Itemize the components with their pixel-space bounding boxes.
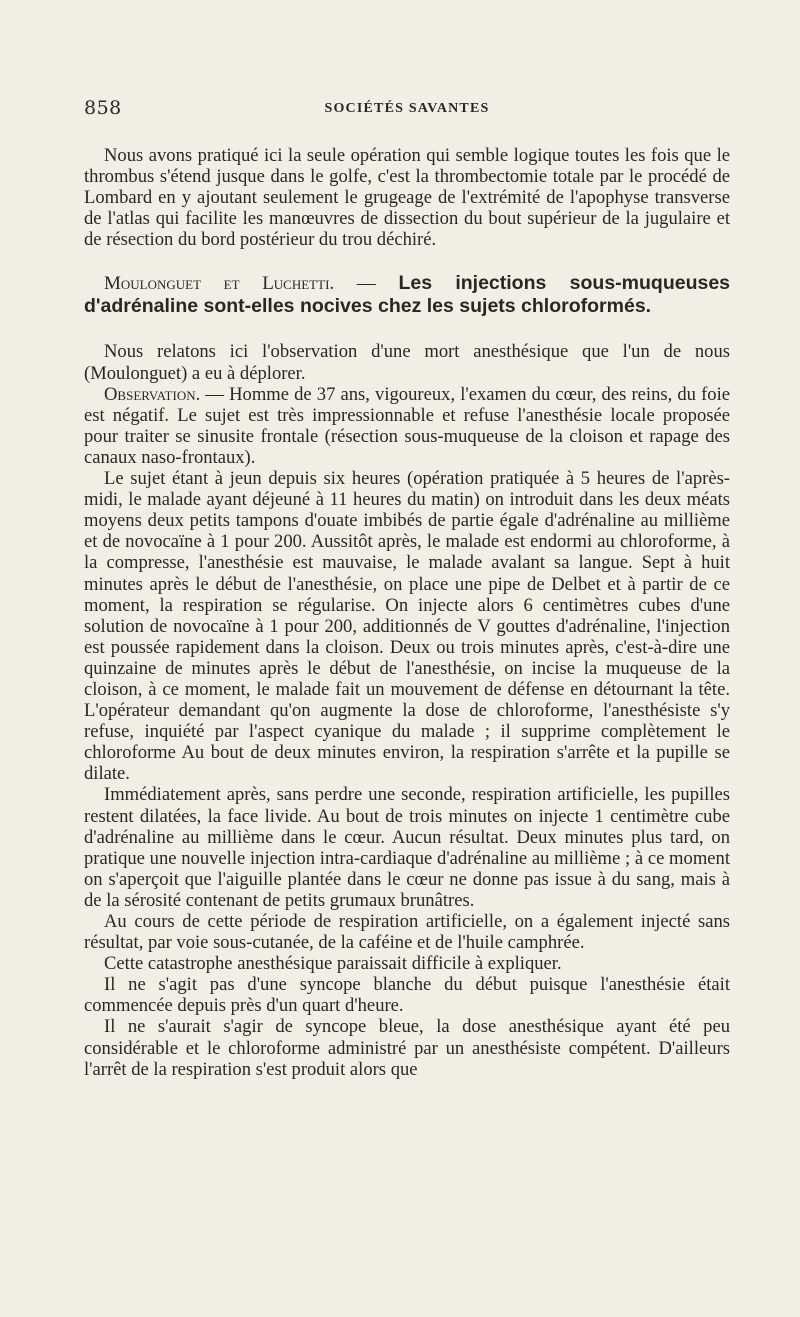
paragraph-4: Immédiatement après, sans perdre une seconde, respiration artificielle, les pupilles restent dilatées, la face livide. Au bout de trois minutes on injecte 1 centimètre cube d'adrénaline au millième dans le cœur. Aucun résultat. Deux minutes plus tard, on pratique une nouvelle injection intra-cardiaque d'adrénaline au millième ; à ce moment on s'aperçoit que l'aiguille plantée dans le cœur ne donne pas issue à du sang, mais à de la sérosité contenant de petits grumaux brunâtres. — [84, 784, 730, 911]
paragraph-1: Nous relatons ici l'observation d'une mort anesthésique que l'un de nous (Moulonguet) a eu à déplorer. — [84, 341, 730, 384]
paragraph-3: Le sujet étant à jeun depuis six heures (opération pratiquée à 5 heures de l'après-midi, le malade ayant déjeuné à 11 heures du matin) on introduit dans les deux méats moyens deux petits tampons d'ouate imbibés de partie égale d'adrénaline au millième et de novocaïne à 1 pour 200. Aussitôt après, le malade est endormi au chloroforme, à la compresse, l'anesthésie est mauvaise, le malade avalant sa langue. Sept à huit minutes après le début de l'anesthésie, on place une pipe de Delbet et à partir de ce moment, la respiration se régularise. On injecte alors 6 centimètres cubes d'une solution de novocaïne à 1 pour 200, additionnés de V gouttes d'adrénaline, l'injection est poussée rapidement dans la cloison. Deux ou trois minutes après, c'est-à-dire une quinzaine de minutes après le début de l'anesthésie, on incise la muqueuse de la cloison, à ce moment, le malade fait un mouvement de défense en détournant la tête. L'opérateur demandant qu'on augmente la dose de chloroforme, l'anesthésiste s'y refuse, inquiété par l'aspect cyanique du malade ; il supprime complètement le chloroforme Au bout de deux minutes environ, la respiration s'arrête et la pupille se dilate. — [84, 468, 730, 785]
article-title: Les injections sous-muqueuses d'adrénaline sont-elles nocives chez les sujets chloroformés. — [84, 272, 731, 318]
page-header — [84, 97, 730, 121]
paragraph-7: Il ne s'agit pas d'une syncope blanche du début puisque l'anesthésie était commencée depuis près d'un quart d'heure. — [84, 974, 730, 1017]
intro-paragraph: Nous avons pratiqué ici la seule opération qui semble logique toutes les fois que le thrombus s'étend jusque dans le golfe, c'est la thrombectomie totale par le procédé de Lombard en y ajoutant seulement le grugeage de l'extrémité de l'apophyse transverse de l'atlas qui facilite les manœuvres de dissection du bout supérieur de la jugulaire et de résection du bord postérieur du trou déchiré. — [84, 145, 730, 251]
observation-text: — Homme de 37 ans, vigoureux, l'examen du cœur, des reins, du foie est négatif. Le sujet est très impressionnable et refuse l'anesthésie locale proposée pour traiter se sinusite frontale (résection sous-muqueuse de la cloison et rapage des canaux naso-frontaux). — [84, 383, 730, 468]
page-number: 858 — [84, 97, 122, 119]
paragraph-observation — [84, 384, 730, 468]
article-authors: Moulonguet et Luchetti. — [104, 273, 335, 295]
heading-separator: — — [356, 273, 376, 295]
paragraph-5: Au cours de cette période de respiration artificielle, on a également injecté sans résultat, par voie sous-cutanée, de la caféine et de l'huile camphrée. — [84, 911, 730, 954]
observation-label: Observation. — [104, 383, 201, 405]
article-heading — [84, 272, 730, 318]
article-body — [84, 145, 730, 1080]
paragraph-6: Cette catastrophe anesthésique paraissait difficile à expliquer. — [104, 953, 562, 975]
paragraph-8: Il ne s'aurait s'agir de syncope bleue, la dose anesthésique ayant été peu considérable et le chloroforme administré par un anesthésiste compétent. D'ailleurs l'arrêt de la respiration s'est produit alors que — [84, 1016, 730, 1080]
running-head: SOCIÉTÉS SAVANTES — [324, 101, 490, 116]
